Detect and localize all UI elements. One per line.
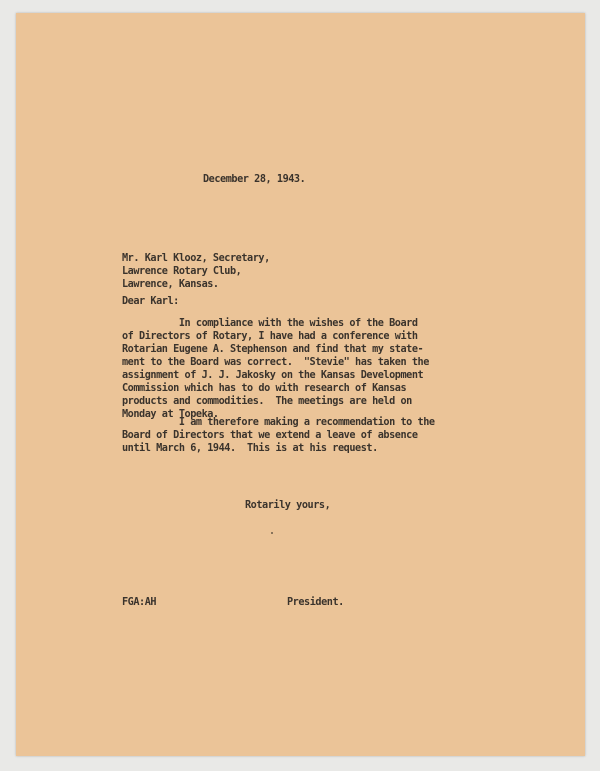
body-line: Board of Directors that we extend a leave of absence [122,430,418,441]
letter-date: December 28, 1943. [203,174,306,185]
body-line: I am therefore making a recommendation to the [122,417,435,428]
recipient-line: Lawrence, Kansas. [122,279,219,290]
body-line: Commission which has to do with research of Kansas [122,383,407,394]
body-paragraph-2 [122,416,435,455]
recipient-line: Lawrence Rotary Club, [122,266,242,277]
body-line: Rotarian Eugene A. Stephenson and find that my state- [122,344,424,355]
ink-speck [271,532,273,534]
signature-title: President. [287,597,344,608]
closing: Rotarily yours, [245,500,331,511]
body-line: of Directors of Rotary, I have had a conference with [122,331,418,342]
typist-initials: FGA:AH [122,597,157,608]
body-line: until March 6, 1944. This is at his request. [122,443,378,454]
body-line: In compliance with the wishes of the Board [122,318,418,329]
recipient-address [122,252,270,291]
salutation: Dear Karl: [122,296,179,307]
body-line: products and commodities. The meetings are held on [122,396,412,407]
recipient-line: Mr. Karl Klooz, Secretary, [122,253,270,264]
body-line: assignment of J. J. Jakosky on the Kansas Development [122,370,424,381]
body-paragraph-1 [122,317,429,421]
letter-page [16,13,585,756]
body-line: ment to the Board was correct. "Stevie" has taken the [122,357,429,368]
body-line: Monday at Topeka. [122,409,219,420]
